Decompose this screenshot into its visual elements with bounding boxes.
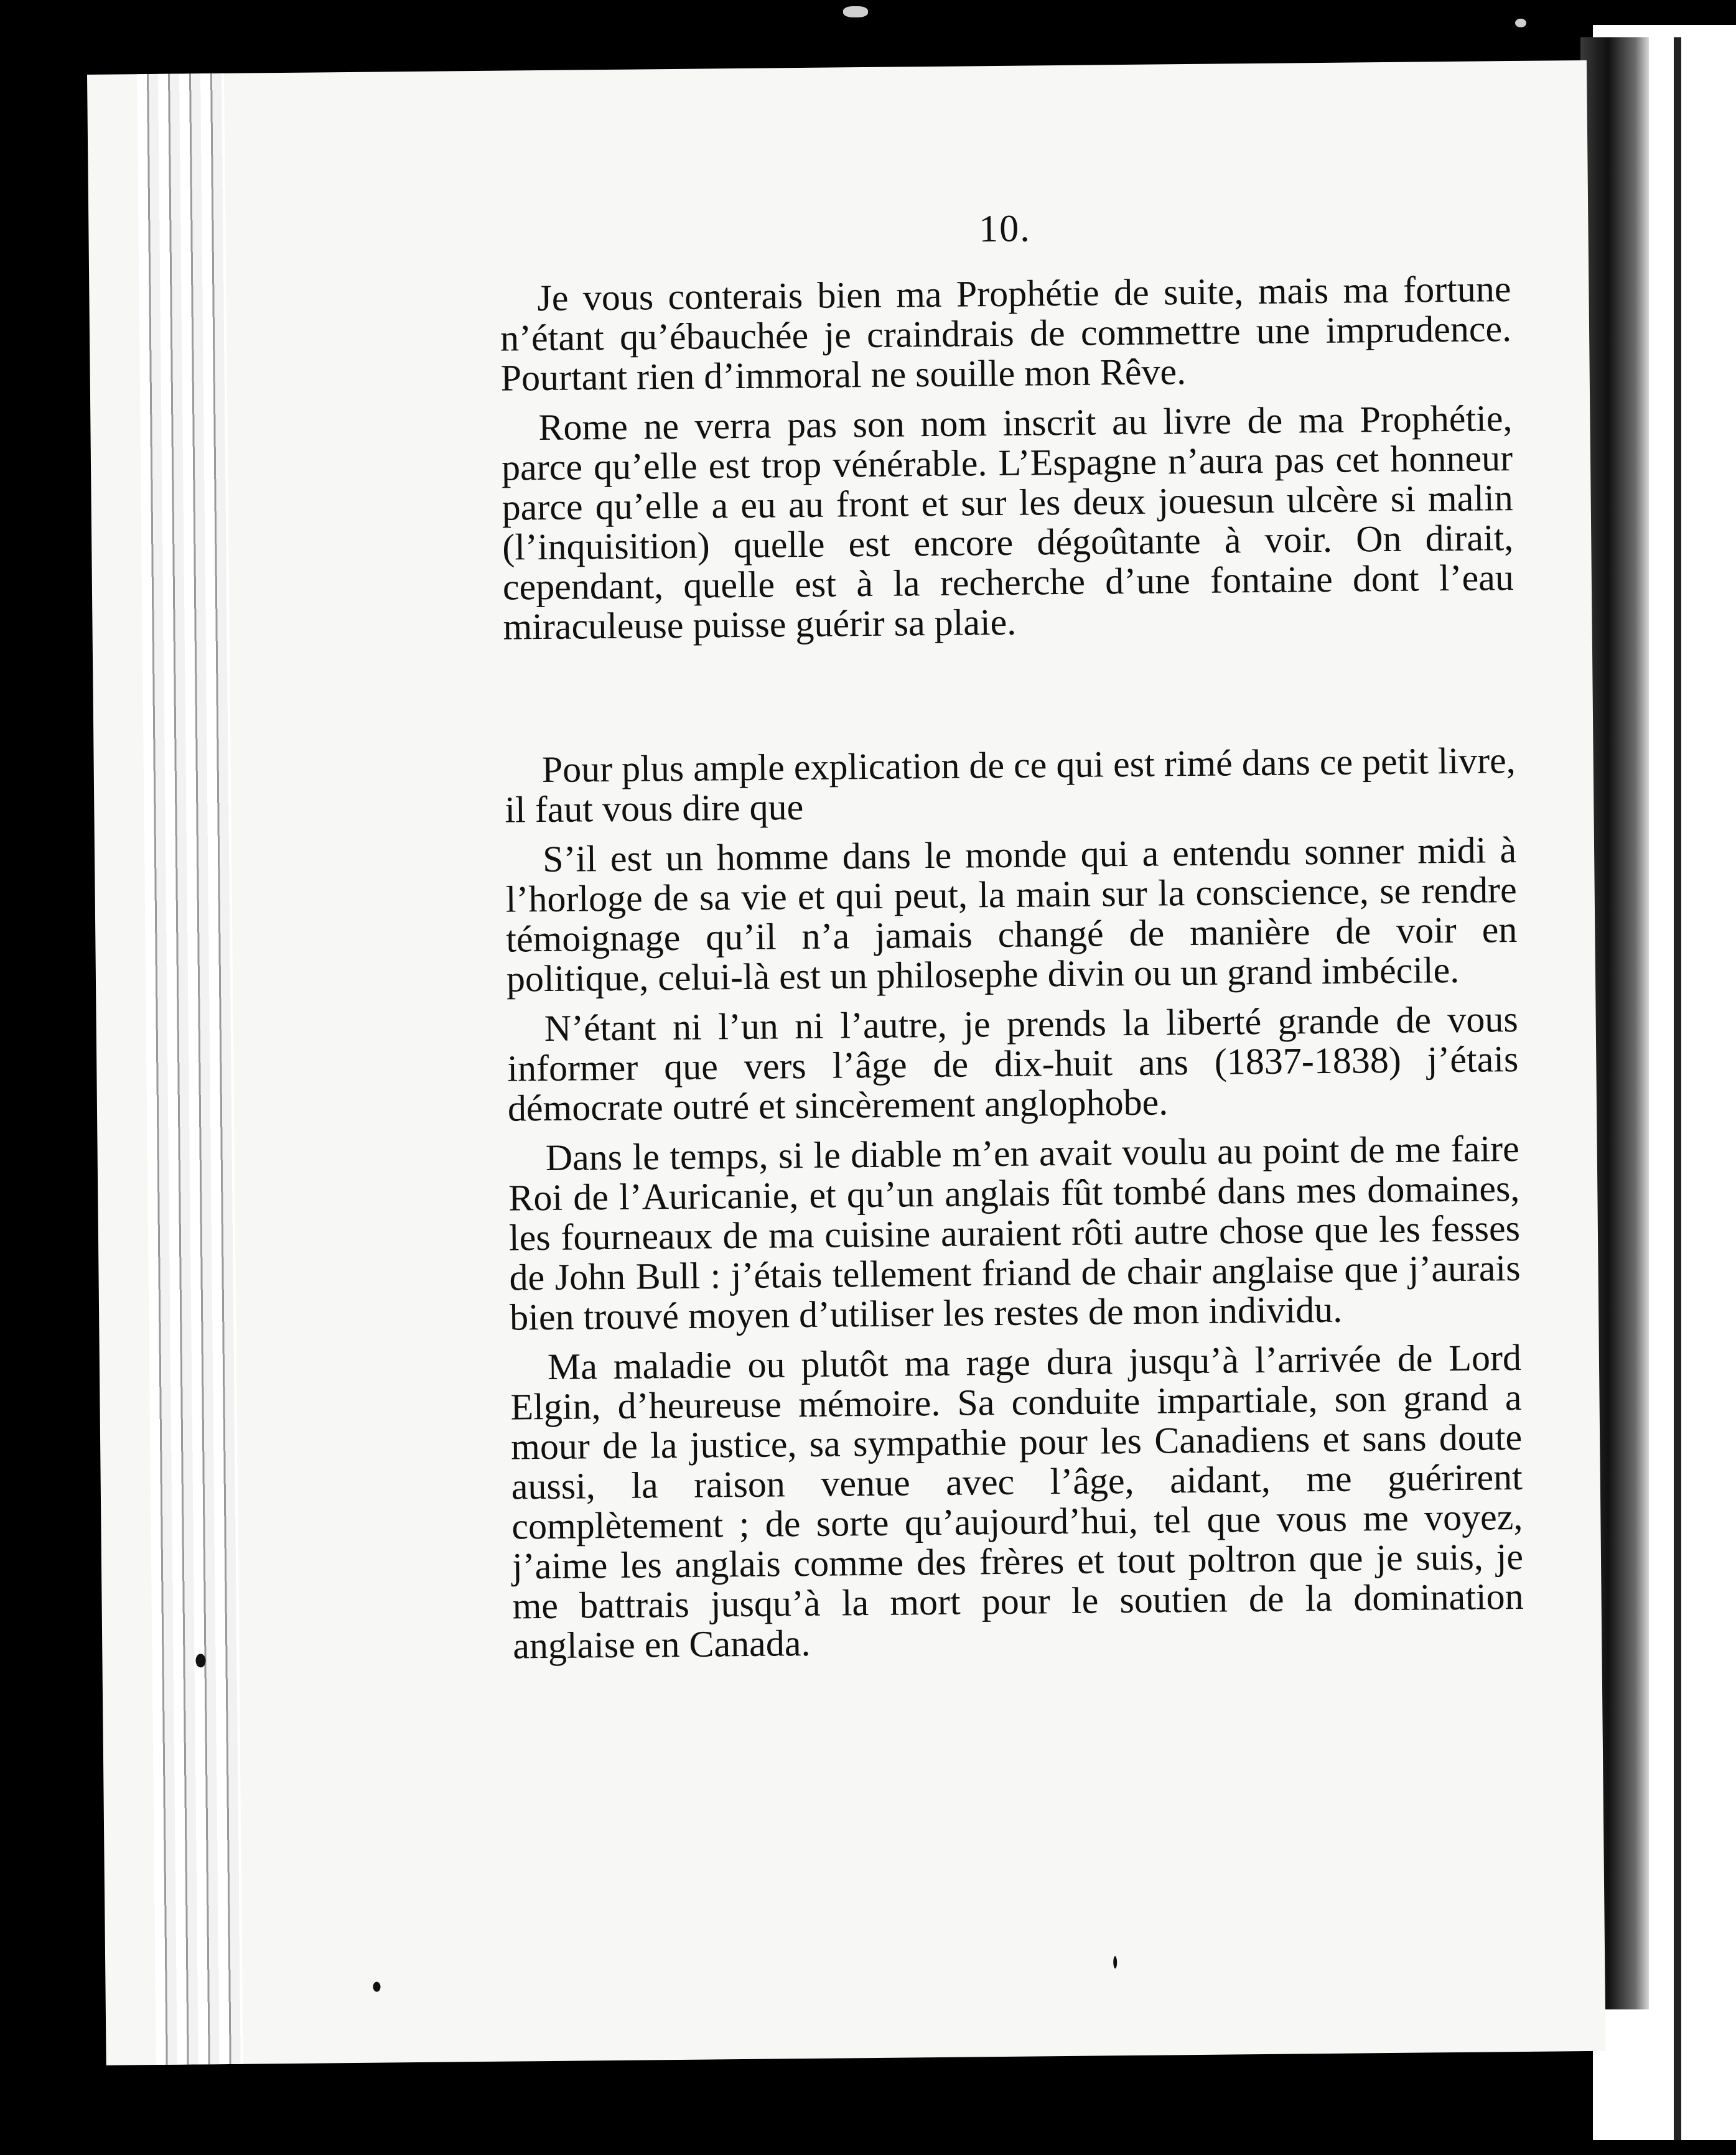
paragraph: N’étant ni l’un ni l’autre, je prends la liberté grande de vous informer que vers l’âge de dix-huit ans (1837-1838) j’étais démocrate outré et sincèrement anglophobe. [507, 998, 1519, 1129]
page-text [499, 204, 1524, 1675]
dust-speck [1515, 19, 1526, 27]
paragraph: S’il est un homme dans le monde qui a entendu sonner midi à l’horloge de sa vie et qui peut, la main sur la conscience, se rendre témoignage qu’il n’a jamais changé de manière de voir en politique, celui-là est un philosephe divin ou un grand imbécile. [505, 829, 1518, 1000]
page-edge-stack [137, 73, 243, 2065]
paragraph: Pour plus ample explication de ce qui est rimé dans ce petit livre, il faut vous dire que [505, 740, 1516, 831]
book-page [87, 60, 1606, 2065]
section-gap [503, 647, 1515, 750]
paragraph: Dans le temps, si le diable m’en avait voulu au point de me faire Roi de l’Auricanie, et qu’un anglais fût tombé dans mes domaines, les fourneaux de ma cuisine auraient rôti autre chose que les fesses de John Bull : j’étais tellement friand de chair anglaise que j’aurais bien trouvé moyen d’utiliser les restes de mon individu. [508, 1127, 1521, 1338]
paragraph: Ma maladie ou plutôt ma rage dura jusqu’à l’arrivée de Lord Elgin, d’heureuse mémoire. Sa conduite impartiale, son grand a mour de la justice, sa sympathie pour les Canadiens et sans doute aussi, la raison venue avec l’âge, aidant, me guérirent complètement ; de sorte qu’aujourd’hui, tel que vous me voyez, j’aime les anglais comme des frères et tout poltron que je suis, je me battrais jusqu’à la mort pour le soutien de la domination anglaise en Canada. [510, 1336, 1524, 1667]
dust-speck [843, 6, 868, 17]
ink-blot [195, 1654, 205, 1667]
ink-blot [373, 1982, 380, 1992]
paragraph: Rome ne verra pas son nom inscrit au livre de ma Prophétie, parce qu’elle est trop vénérable. L’Espagne n’aura pas cet honneur parce qu’elle a eu au front et sur les deux jouesun ulcère si malin (l’inquisition) quelle est encore dégoûtante à voir. On dirait, cependant, quelle est à la recherche d’une fontaine dont l’eau miraculeuse puisse guérir sa plaie. [501, 398, 1514, 648]
ink-blot [1113, 1956, 1117, 1968]
binding-fold [1674, 37, 1681, 2140]
page-number: 10. [978, 207, 1032, 251]
paragraph: Je vous conterais bien ma Prophétie de suite, mais ma fortune n’étant qu’ébauchée je craindrais de commettre une imprudence. Pourtant rien d’immoral ne souille mon Rêve. [500, 268, 1512, 399]
